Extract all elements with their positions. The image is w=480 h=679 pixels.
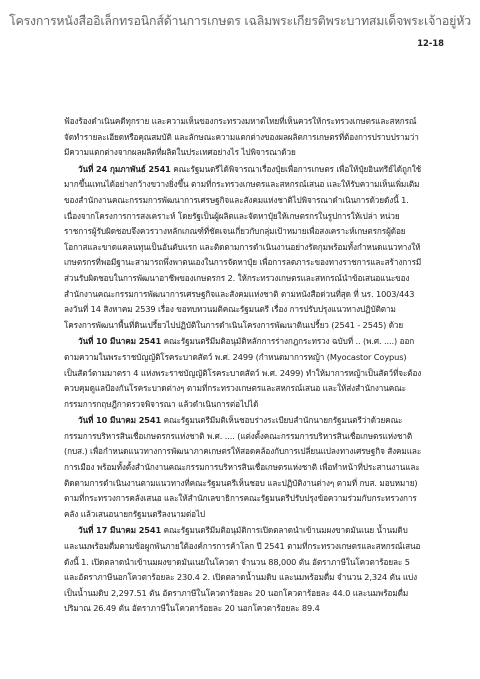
paragraph-text: คณะรัฐมนตรีมีมติอนุมัติการเปิดตลาดนำเข้านมผงขาดมันเนย น้ำนมดิบและนมพร้อมดื่มตามข้อผูกพันภายใต้องค์การการค้าโลก ปี 2541 ตามที่กระทรวงเกษตรและสหกรณ์เสนอดังนี้ 1. เปิดตลาดนำเข้านมผงขาดมันเนยในโควตา จำนวน 88,000 ตัน อัตราภาษีในโควตาร้อยละ 5 และอัตราภาษีนอกโควตาร้อยละ 230.4 2. เปิดตลาดน้ำนมดิบ และนมพร้อมดื่ม จำนวน 2,324 ตัน แบ่งเป็นน้ำนมดิบ 2,297.51 ตัน อัตราภาษีในโควตาร้อยละ 20 นอกโควตาร้อยละ 44.0 และนมพร้อมดื่มปริมาณ 26.49 ตัน อัตราภาษีในโควตาร้อยละ 20 นอกโควตาร้อยละ 89.4 (64, 525, 421, 614)
paragraph-text: คณะรัฐมนตรีมีมติเห็นชอบร่างระเบียบสำนักนายกรัฐมนตรีว่าด้วยคณะกรรมการบริหารสินเชื่อเกษตรกรแห่งชาติ พ.ศ. .... (แต่งตั้งคณะกรรมการบริหารสินเชื่อเกษตรแห่งชาติ (กบส.) เพื่อกำหนดแนวทางการพัฒนาภาคเกษตรให้สอดคล้องกับการเปลี่ยนแปลงทางเศรษฐกิจ สังคมและการเมือง พร้อมทั้งตั้งสำนักงานคณะกรรมการบริหารสินเชื่อเกษตรแห่งชาติ เพื่อทำหน้าที่ประสานงานและติดตามการดำเนินงานตามแนวทางที่คณะรัฐมนตรีเห็นชอบ และปฏิบัติงานต่างๆ ตามที่ กบส. มอบหมาย) ตามที่กระทรวงการคลังเสนอ และให้สำนักเลขาธิการคณะรัฐมนตรีปรับปรุงข้อความร่วมกับกระทรวงการคลัง แล้วเสนอนายกรัฐมนตรีลงนามต่อไป (64, 415, 422, 519)
header-title: โครงการหนังสืออิเล็กทรอนิกส์ด้านการเกษตร เฉลิมพระเกียรติพระบาทสมเด็จพระเจ้าอยู่หัว (9, 13, 471, 28)
paragraph-resolution (64, 413, 422, 522)
paragraph-resolution (64, 523, 422, 617)
paragraph-text: ฟ้องร้องดำเนินคดีทุกราย และความเห็นของกระทรวงมหาดไทยที่เห็นควรให้กระทรวงเกษตรและสหกรณ์จัดทำรายละเอียดหรือคุณสมบัติ และลักษณะความแตกต่างของผลผลิตการเกษตรที่ต้องการปราบปรามว่ามีความแตกต่างจากผลผลิตที่ผลิตในประเทศอย่างไร ไปพิจารณาด้วย (64, 116, 419, 158)
page-number: 12-18 (417, 38, 444, 48)
paragraph-text: คณะรัฐมนตรีได้พิจารณาเรื่องปุ๋ยเพื่อการเกษตร เพื่อให้ปุ๋ยอินทรีย์ได้ถูกใช้มากขึ้นแทนได้อย่างกว้างขวางยิ่งขึ้น ตามที่กระทรวงเกษตรและสหกรณ์เสนอ และให้รับความเห็นเพิ่มเติมของสำนักงานคณะกรรมการพัฒนาการเศรษฐกิจและสังคมแห่งชาติไปพิจารณาดำเนินการด้วยดังนี้ 1. เนื่องจากโครงการการสงเคราะห์ โดยรัฐเป็นผู้ผลิตและจัดหาปุ๋ยให้เกษตรกรในรูปการให้เปล่า หน่วยราชการผู้รับผิดชอบจึงควรวางหลักเกณฑ์ที่ชัดเจนเกี่ยวกับกลุ่มเป้าหมายเพื่อสงเคราะห์เกษตรกรผู้ด้อยโอกาสและขาดแคลนทุนเป็นอันดับแรก และติดตามการดำเนินงานอย่างรัดกุมพร้อมทั้งกำหนดแนวทางให้เกษตรกรที่พอมีฐานะสามารถพึ่งพาตนเองในการจัดหาปุ๋ย เพื่อการลดภาระของทางราชการและสร้างการมีส่วนรับผิดชอบในการพัฒนาอาชีพของเกษตรกร 2. ให้กระทรวงเกษตรและสหกรณ์นำข้อเสนอแนะของสำนักงานคณะกรรมการพัฒนาการเศรษฐกิจและสังคมแห่งชาติ ตามหนังสือด่วนที่สุด ที่ นร. 1003/443 ลงวันที่ 14 สิงหาคม 2539 เรื่อง ขอทบทวนมติคณะรัฐมนตรี เรื่อง การปรับปรุงแนวทางปฏิบัติตามโครงการพัฒนาพื้นที่ดินเปรี้ยวไปปฏิบัติในการดำเนินโครงการพัฒนาดินเปรี้ยว (2541 - 2545) ด้วย (64, 163, 422, 330)
paragraph-resolution (64, 334, 422, 412)
paragraph-continuation (64, 114, 422, 161)
resolution-date: วันที่ 17 มีนาคม 2541 (78, 525, 162, 536)
document-body (64, 114, 422, 617)
resolution-date: วันที่ 10 มีนาคม 2541 (78, 336, 162, 347)
resolution-date: วันที่ 10 มีนาคม 2541 (78, 415, 162, 426)
paragraph-text: คณะรัฐมนตรีมีมติอนุมัติหลักการร่างกฎกระทรวง ฉบับที่ .. (พ.ศ. ....) ออกตามความในพระราชบัญญัติโรคระบาดสัตว์ พ.ศ. 2499 (กำหนดมาการหญ้า (Myocastor Coypus) เป็นสัตว์ตามมาตรา 4 แห่งพระราชบัญญัติโรคระบาดสัตว์ พ.ศ. 2499) ทำให้มาการหญ้าเป็นสัตว์ที่จะต้องควบคุมดูแลป้องกันโรคระบาดต่างๆ ตามที่กระทรวงเกษตรและสหกรณ์เสนอ และให้ส่งสำนักงานคณะกรรมการกฤษฎีกาตรวจพิจารณา แล้วดำเนินการต่อไปได้ (64, 336, 422, 409)
paragraph-resolution (64, 162, 422, 334)
resolution-date: วันที่ 24 กุมภาพันธ์ 2541 (78, 163, 171, 174)
